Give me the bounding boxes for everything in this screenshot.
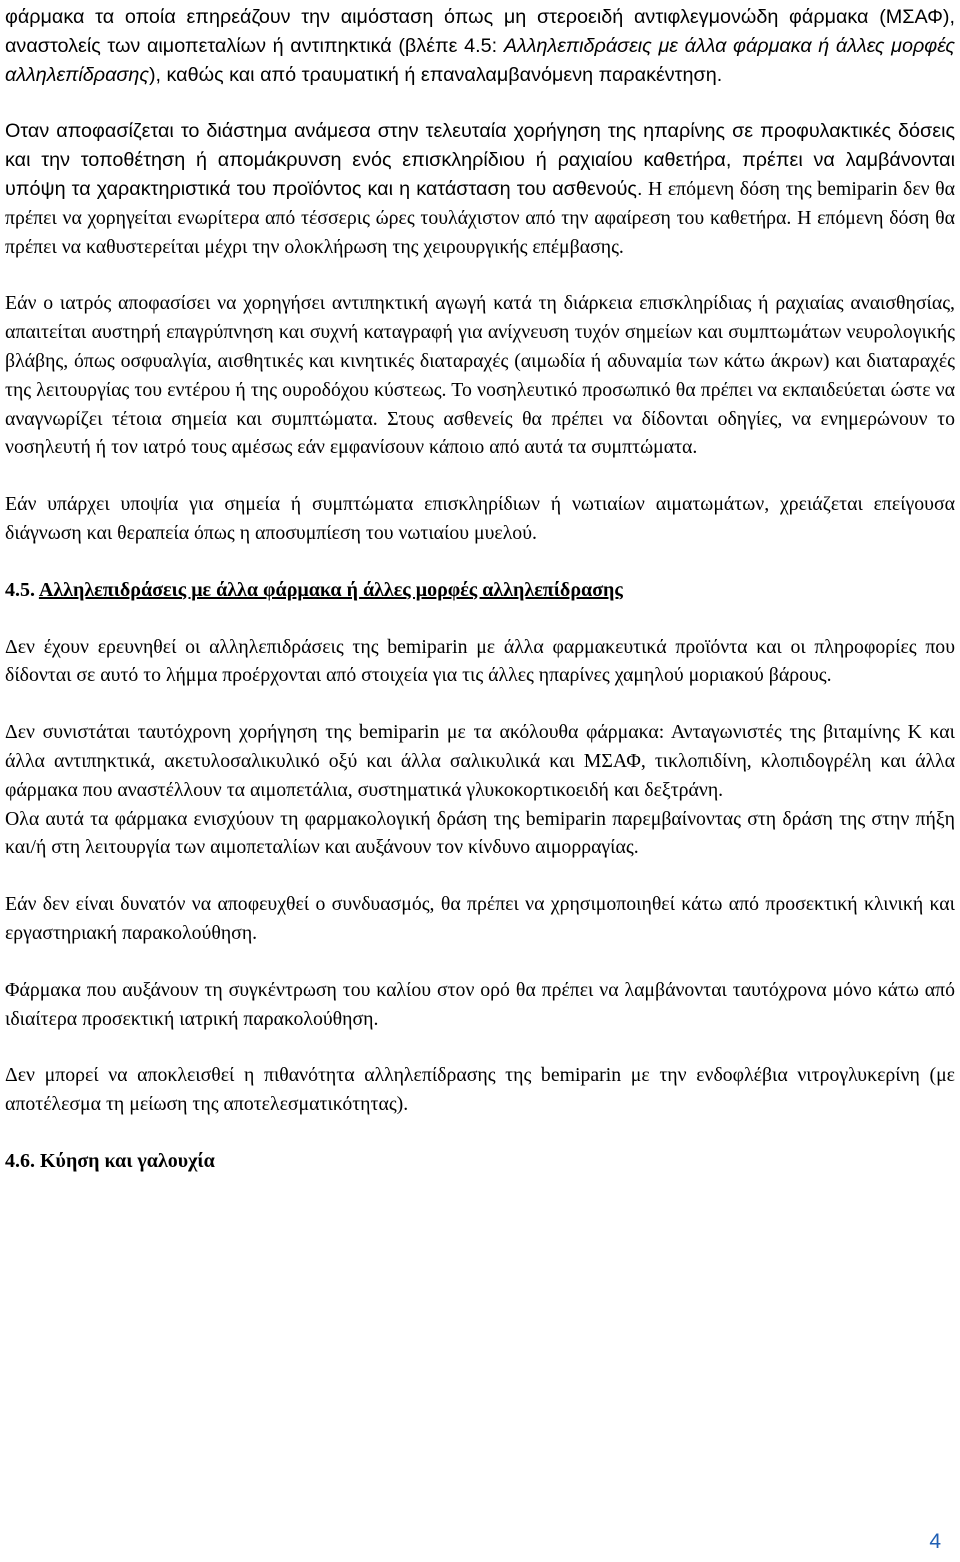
document-body [5,3,955,1176]
paragraph-interactions-intro: Δεν έχουν ερευνηθεί οι αλληλεπιδράσεις της bemiparin με άλλα φαρμακευτικά προϊόντα και οι πληροφορίες που δίδονται σε αυτό το λήμμα προέρχονται από στοιχεία για τις άλλες ηπαρίνες χαμηλού μοριακού βάρους. [5,635,955,687]
paragraph-monitoring: Εάν δεν είναι δυνατόν να αποφευχθεί ο συνδυασμός, θα πρέπει να χρησιμοποιηθεί κάτω από προσεκτική κλινική και εργαστηριακή παρακολούθηση. [5,893,955,944]
paragraph-potassium: Φάρμακα που αυξάνουν τη συγκέντρωση του καλίου στον ορό θα πρέπει να λαμβάνονται ταυτόχρονα μόνο κάτω από ιδιαίτερα προσεκτική ιατρική παρακολούθηση. [5,978,955,1030]
section-title: Κύηση και γαλουχία [40,1149,215,1172]
paragraph-not-recommended: Δεν συνιστάται ταυτόχρονη χορήγηση της bemiparin με τα ακόλουθα φάρμακα: Ανταγωνιστές της βιταμίνης Κ και άλλα αντιπηκτικά, ακετυλοσαλικυλικό οξύ και άλλα σαλικυλικά και ΜΣΑΦ, τικλοπιδίνη, κλοπιδογρέλη και άλλα φάρμακα που αναστέλλουν τα αιμοπετάλια, συστηματικά γλυκοκορτικοειδή και δεξτράνη. [5,721,955,801]
section-number: 4.5. [5,578,35,601]
cross-reference-italic: Αλληλεπιδράσεις με άλλα φάρμακα ή άλλες μορφές αλληλεπίδρασης [5,34,955,86]
section-number: 4.6. [5,1149,35,1172]
paragraph-text-serif: Η επόμενη δόση της bemiparin δεν θα πρέπει να χορηγείται ενωρίτερα από τέσσερις ώρες τουλάχιστον από την αφαίρεση του καθετήρα. Η επόμενη δόση θα πρέπει να καθυστερείται μέχρι την ολοκλήρωση της χειρουργικής επέμβασης. [5,177,955,258]
paragraph-text: φάρμακα τα οποία επηρεάζουν την αιμόσταση όπως μη στεροειδή αντιφλεγμονώδη φάρμακα (ΜΣΑΦ), αναστολείς των αιμοπεταλίων ή αντιπηκτικά (βλέπε 4.5: [5,6,955,57]
paragraph-text-sans: Οταν αποφασίζεται το διάστημα ανάμεσα στην τελευταία χορήγηση της ηπαρίνης σε προφυλακτικές δόσεις και την τοποθέτηση ή απομάκρυνση ενός επισκληρίδιου ή ραχιαίου καθετήρα, πρέπει να λαμβάνονται υπόψη τα χαρακτηριστικά του προϊόντος και η κατάσταση του ασθενούς. [5,120,955,200]
section-heading-4-5 [5,576,955,605]
paragraph-nitroglycerin: Δεν μπορεί να αποκλεισθεί η πιθανότητα αλληλεπίδρασης της bemiparin με την ενδοφλέβια νιτρογλυκερίνη (με αποτέλεσμα τη μείωση της αποτελεσματικότητας). [5,1064,955,1116]
section-title: Αλληλεπιδράσεις με άλλα φάρμακα ή άλλες μορφές αλληλεπίδρασης [38,578,623,601]
paragraph-enhance-action: Ολα αυτά τα φάρμακα ενισχύουν τη φαρμακολογική δράση της bemiparin παρεμβαίνοντας στη δράση της στην πήξη και/ή στη λειτουργία των αιμοπεταλίων και αυξάνουν τον κίνδυνο αιμορραγίας. [5,807,955,859]
paragraph-text-end: ), καθώς και από τραυματική ή επαναλαμβανόμενη παρακέντηση. [148,63,723,86]
paragraph-anticoagulant-anesthesia: Εάν ο ιατρός αποφασίσει να χορηγήσει αντιπηκτική αγωγή κατά τη διάρκεια επισκληρίδιας ή ραχιαίας αναισθησίας, απαιτείται αυστηρή επαγρύπνηση και συχνή καταγραφή για ανίχνευση τυχόν σημείων και συμπτωμάτων νευρολογικής βλάβης, όπως οσφυαλγία, αισθητικές και κινητικές διαταραχές (αιμωδία ή αδυναμία των κάτω άκρων) και διαταραχές της λειτουργίας του εντέρου ή της ουροδόχου κύστεως. Το νοσηλευτικό προσωπικό θα πρέπει να εκπαιδεύεται ώστε να αναγνωρίζει τέτοια σημεία και συμπτώματα. Στους ασθενείς θα πρέπει να δίδονται οδηγίες, να ενημερώνουν το νοσηλευτή ή τον ιατρό τους αμέσως εάν εμφανίσουν κάποιο από αυτά τα συμπτώματα. [5,292,955,459]
page-number: 4 [929,1530,941,1553]
paragraph-hematoma-suspicion: Εάν υπάρχει υποψία για σημεία ή συμπτώματα επισκληρίδιων ή νωτιαίων αιματωμάτων, χρειάζεται επείγουσα διάγνωση και θεραπεία όπως η αποσυμπίεση του νωτιαίου μυελού. [5,493,955,544]
paragraph-continuation [5,3,955,89]
paragraph-catheter-timing [5,117,955,261]
section-heading-4-6 [5,1147,955,1176]
